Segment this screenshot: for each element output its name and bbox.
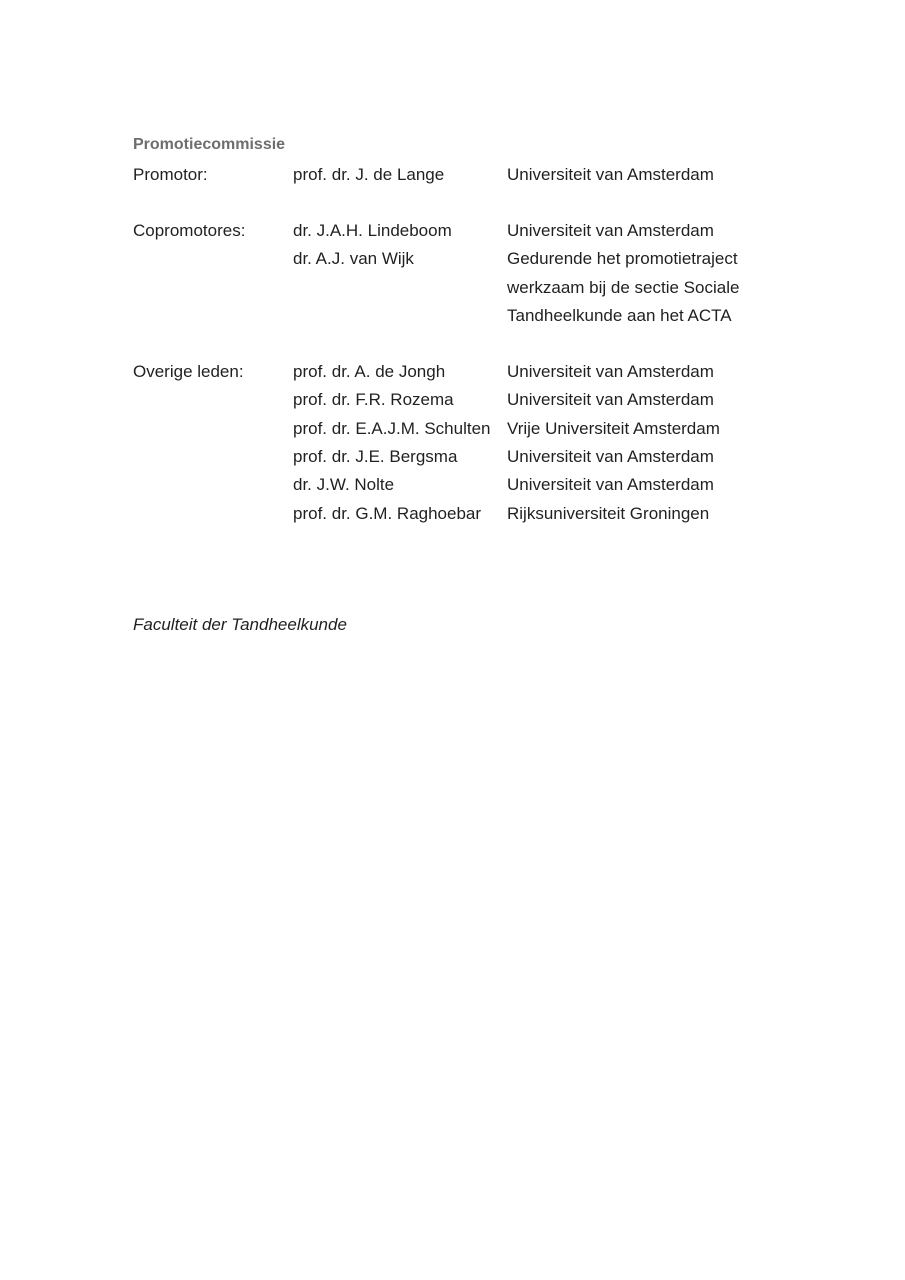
role-label: Copromotores:: [133, 221, 246, 240]
role-label: Promotor:: [133, 165, 208, 184]
member-name: prof. dr. E.A.J.M. Schulten: [293, 419, 491, 438]
member-affiliation: Universiteit van Amsterdam: [507, 221, 714, 240]
member-name: prof. dr. G.M. Raghoebar: [293, 504, 482, 523]
member-affiliation: Universiteit van Amsterdam: [507, 165, 714, 184]
member-name: dr. A.J. van Wijk: [293, 249, 414, 268]
document-page: [133, 0, 833, 1280]
member-name: prof. dr. J. de Lange: [293, 165, 445, 184]
member-affiliation: Universiteit van Amsterdam: [507, 362, 714, 381]
member-affiliation: Universiteit van Amsterdam: [507, 390, 714, 409]
member-affiliation-continued: werkzaam bij de sectie Sociale: [507, 278, 740, 297]
member-affiliation: Vrije Universiteit Amsterdam: [507, 419, 720, 438]
member-affiliation: Rijksuniversiteit Groningen: [507, 504, 710, 523]
role-label: Overige leden:: [133, 362, 244, 381]
member-name: dr. J.W. Nolte: [293, 475, 395, 494]
member-name: dr. J.A.H. Lindeboom: [293, 221, 452, 240]
committee-heading: Promotiecommissie: [133, 136, 286, 153]
member-name: prof. dr. A. de Jongh: [293, 362, 446, 381]
member-affiliation: Universiteit van Amsterdam: [507, 447, 714, 466]
member-affiliation-continued: Tandheelkunde aan het ACTA: [507, 306, 732, 325]
member-affiliation: Universiteit van Amsterdam: [507, 475, 714, 494]
member-name: prof. dr. F.R. Rozema: [293, 390, 454, 409]
faculty-name: Faculteit der Tandheelkunde: [133, 615, 347, 634]
member-affiliation: Gedurende het promotietraject: [507, 249, 738, 268]
member-name: prof. dr. J.E. Bergsma: [293, 447, 458, 466]
